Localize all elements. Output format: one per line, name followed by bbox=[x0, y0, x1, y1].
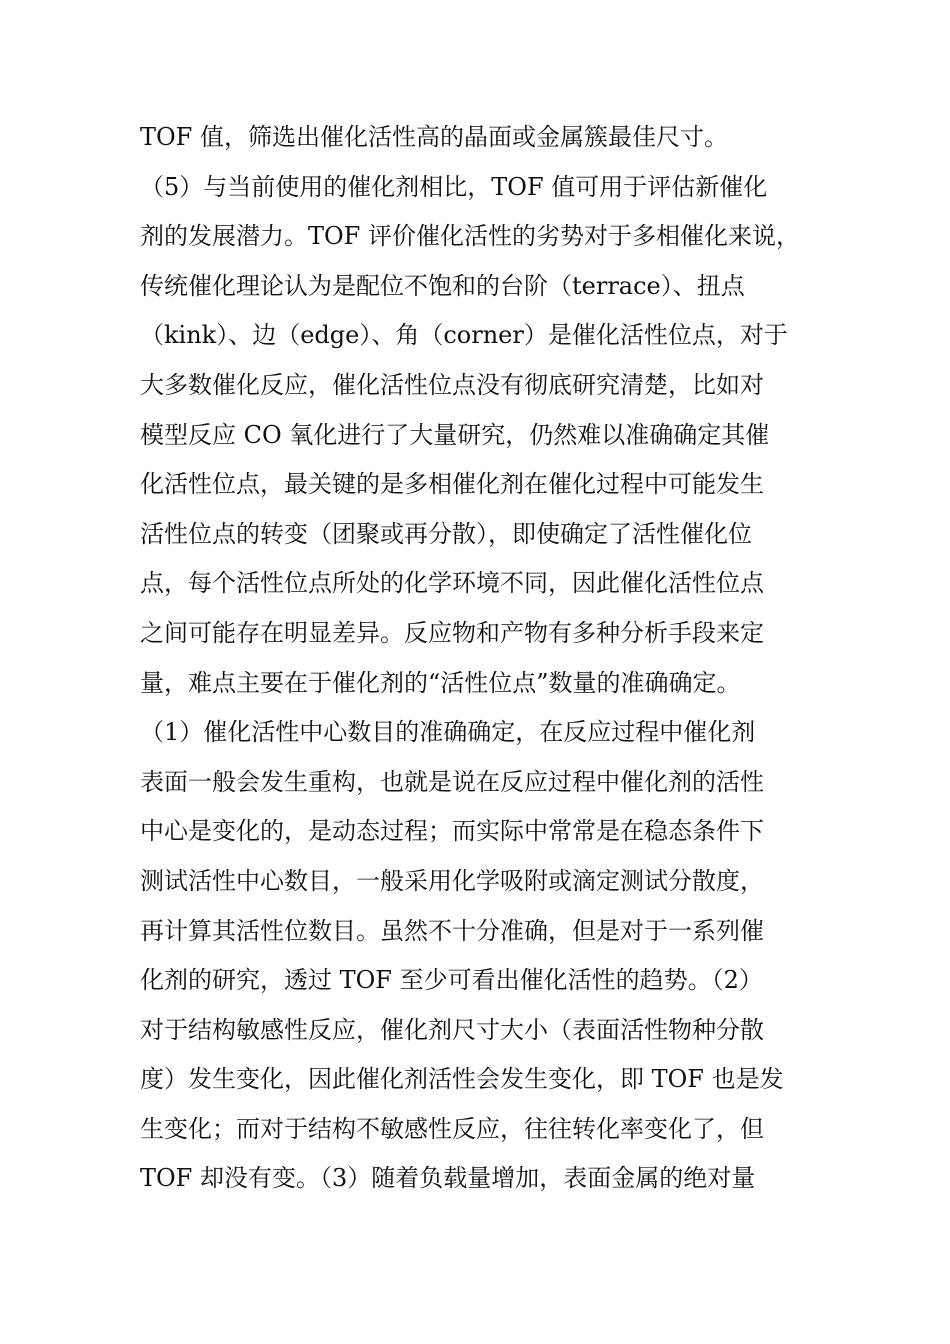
text-line: （1）催化活性中心数目的准确确定，在反应过程中催化剂 bbox=[140, 718, 756, 747]
text-line: 大多数催化反应，催化活性位点没有彻底研究清楚，比如对 bbox=[140, 370, 764, 399]
text-line: 度）发生变化，因此催化剂活性会发生变化，即 TOF 也是发 bbox=[140, 1065, 784, 1094]
text-line: 传统催化理论认为是配位不饱和的台阶（terrace）、扭点 bbox=[140, 271, 745, 300]
text-line: 量，难点主要在于催化剂的“活性位点”数量的准确确定。 bbox=[140, 668, 741, 697]
text-line: 化活性位点，最关键的是多相催化剂在催化过程中可能发生 bbox=[140, 470, 764, 499]
text-line: 中心是变化的，是动态过程；而实际中常常是在稳态条件下 bbox=[140, 817, 764, 846]
text-line: 测试活性中心数目，一般采用化学吸附或滴定测试分散度， bbox=[140, 866, 764, 895]
text-line: TOF 值，筛选出催化活性高的晶面或金属簇最佳尺寸。 bbox=[140, 123, 728, 151]
text-line: 对于结构敏感性反应，催化剂尺寸大小（表面活性物种分散 bbox=[140, 1015, 764, 1044]
text-line: （5）与当前使用的催化剂相比，TOF 值可用于评估新催化 bbox=[140, 172, 768, 201]
text-line: TOF 却没有变。（3）随着负载量增加，表面金属的绝对量 bbox=[140, 1164, 756, 1193]
text-line: 再计算其活性位数目。虽然不十分准确，但是对于一系列催 bbox=[140, 916, 764, 945]
text-line: 化剂的研究，透过 TOF 至少可看出催化活性的趋势。（2） bbox=[140, 966, 763, 995]
text-line: 之间可能存在明显差异。反应物和产物有多种分析手段来定 bbox=[140, 618, 764, 647]
text-line: 剂的发展潜力。TOF 评价催化活性的劣势对于多相催化来说， bbox=[140, 222, 800, 251]
text-line: 模型反应 CO 氧化进行了大量研究，仍然难以准确确定其催 bbox=[140, 420, 770, 449]
text-line: 表面一般会发生重构，也就是说在反应过程中催化剂的活性 bbox=[140, 767, 764, 796]
text-line: 活性位点的转变（团聚或再分散），即使确定了活性催化位 bbox=[140, 519, 752, 548]
text-line: 点，每个活性位点所处的化学环境不同，因此催化活性位点 bbox=[140, 569, 764, 598]
text-line: 生变化；而对于结构不敏感性反应，往往转化率变化了，但 bbox=[140, 1114, 764, 1143]
text-line: （kink）、边（edge）、角（corner）是催化活性位点，对于 bbox=[140, 321, 788, 350]
body-text bbox=[140, 113, 820, 1204]
